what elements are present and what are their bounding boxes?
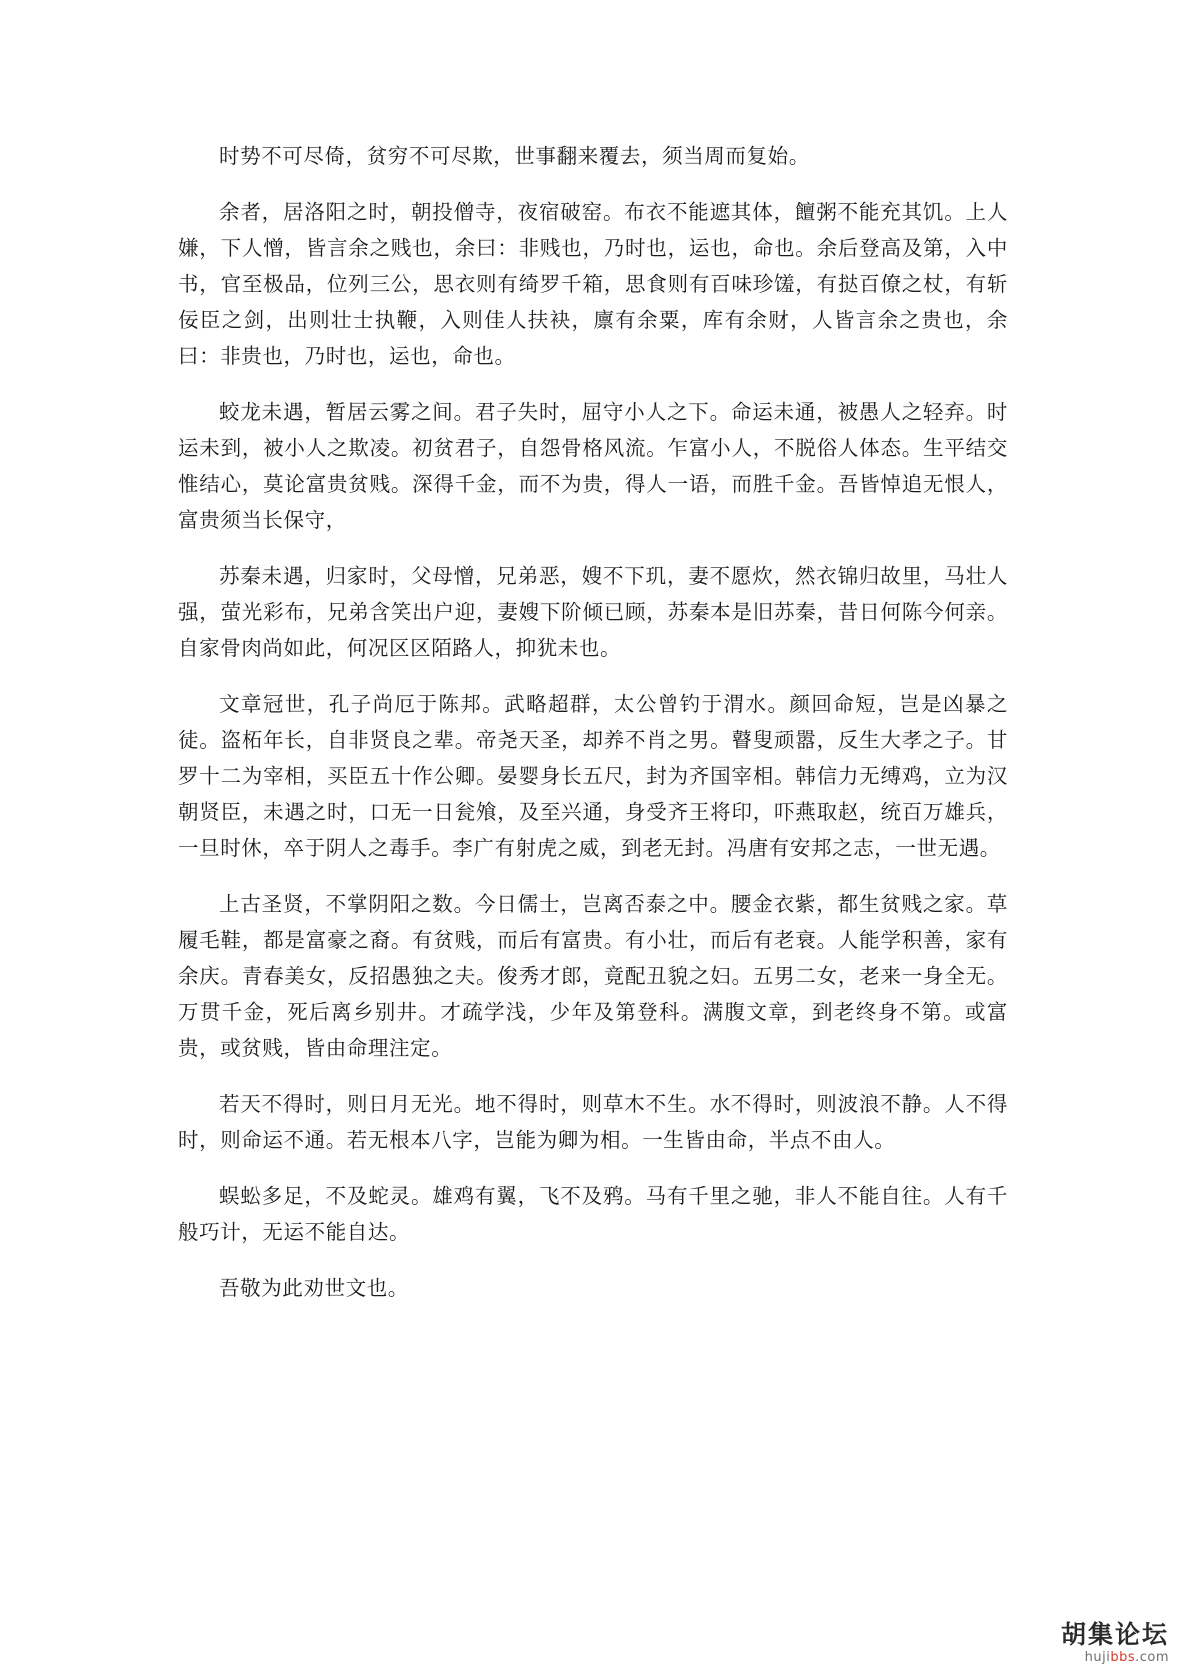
paragraph-6: 上古圣贤，不掌阴阳之数。今日儒士，岂离否泰之中。腰金衣紫，都生贫贱之家。草履毛鞋，都是富豪之裔。有贫贱，而后有富贵。有小壮，而后有老衰。人能学积善，家有余庆。青春美女，反招愚独之夫。俊秀才郎，竟配丑貌之妇。五男二女，老来一身全无。万贯千金，死后离乡别井。才疏学浅，少年及第登科。满腹文章，到老终身不第。或富贵，或贫贱，皆由命理注定。 bbox=[178, 892, 1008, 1060]
watermark-url-prefix: huji bbox=[1084, 1650, 1111, 1665]
paragraph-2: 余者，居洛阳之时，朝投僧寺，夜宿破窑。布衣不能遮其体，饘粥不能充其饥。上人嫌，下人憎，皆言余之贱也，余曰：非贱也，乃时也，运也，命也。余后登高及第，入中书，官至极品，位列三公，思衣则有绮罗千箱，思食则有百味珍馐，有挞百僚之杖，有斩佞臣之剑，出则壮士执鞭，入则佳人扶袂，廪有余粟，库有余财，人皆言余之贵也，余曰：非贵也，乃时也，运也，命也。 bbox=[178, 200, 1008, 368]
site-watermark bbox=[1039, 1620, 1169, 1666]
watermark-url-suffix: .com bbox=[1135, 1650, 1169, 1665]
paragraph-3: 蛟龙未遇，暂居云雾之间。君子失时，屈守小人之下。命运未通，被愚人之轻弃。时运未到，被小人之欺凌。初贫君子，自怨骨格风流。乍富小人，不脱俗人体态。生平结交惟结心，莫论富贵贫贱。深得千金，而不为贵，得人一语，而胜千金。吾皆悼追无恨人，富贵须当长保守， bbox=[178, 400, 1008, 532]
watermark-url bbox=[1039, 1650, 1169, 1666]
document-body bbox=[178, 138, 1008, 1326]
paragraph-5: 文章冠世，孔子尚厄于陈邦。武略超群，太公曾钓于渭水。颜回命短，岂是凶暴之徒。盗柘年长，自非贤良之辈。帝尧天圣，却养不肖之男。瞽叟顽嚣，反生大孝之子。甘罗十二为宰相，买臣五十作公卿。晏婴身长五尺，封为齐国宰相。韩信力无缚鸡，立为汉朝贤臣，未遇之时，口无一日瓮飧，及至兴通，身受齐王将印，吓燕取赵，统百万雄兵，一旦时休，卒于阴人之毒手。李广有射虎之威，到老无封。冯唐有安邦之志，一世无遇。 bbox=[178, 692, 1008, 860]
paragraph-8: 蜈蚣多足，不及蛇灵。雄鸡有翼，飞不及鸦。马有千里之驰，非人不能自往。人有千般巧计，无运不能自达。 bbox=[178, 1184, 1008, 1244]
watermark-url-accent: bbs bbox=[1110, 1650, 1136, 1665]
paragraph-1: 时势不可尽倚，贫穷不可尽欺，世事翻来覆去，须当周而复始。 bbox=[219, 144, 810, 168]
watermark-title: 胡集论坛 bbox=[1060, 1620, 1169, 1649]
paragraph-9: 吾敬为此劝世文也。 bbox=[219, 1276, 409, 1300]
paragraph-4: 苏秦未遇，归家时，父母憎，兄弟恶，嫂不下玑，妻不愿炊，然衣锦归故里，马壮人强，萤光彩布，兄弟含笑出户迎，妻嫂下阶倾已顾，苏秦本是旧苏秦，昔日何陈今何亲。自家骨肉尚如此，何况区区陌路人，抑犹未也。 bbox=[178, 564, 1008, 660]
paragraph-7: 若天不得时，则日月无光。地不得时，则草木不生。水不得时，则波浪不静。人不得时，则命运不通。若无根本八字，岂能为卿为相。一生皆由命，半点不由人。 bbox=[178, 1092, 1008, 1152]
